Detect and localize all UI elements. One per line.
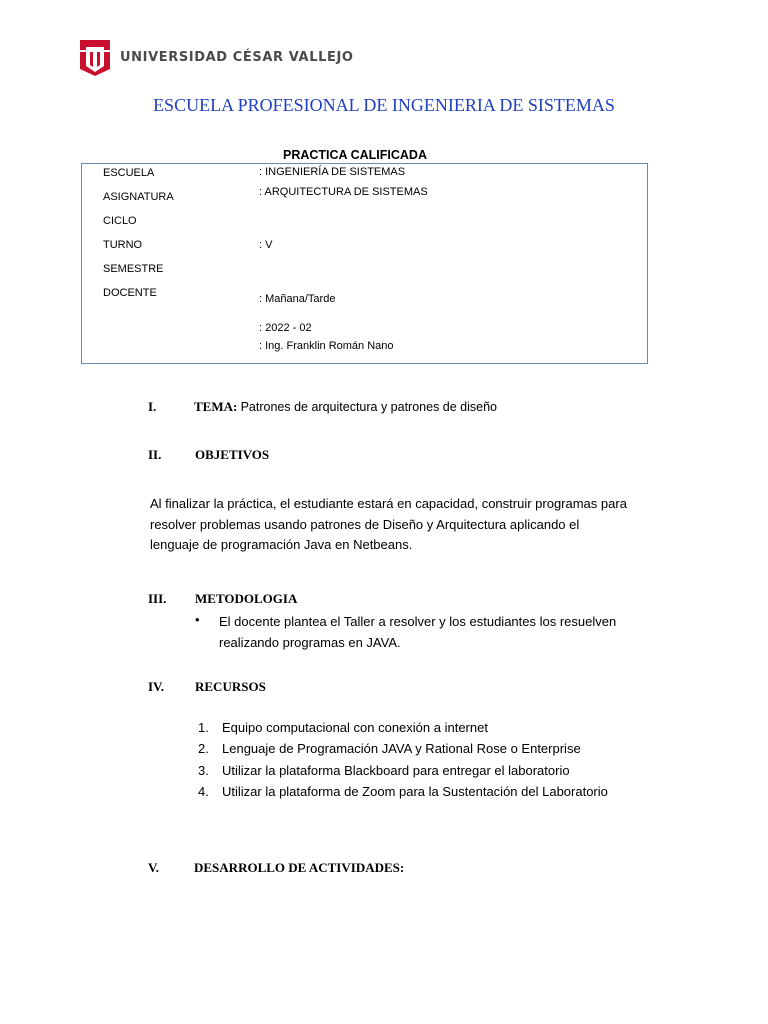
- info-value-escuela: : INGENIERÍA DE SISTEMAS: [259, 166, 406, 178]
- objetivos-paragraph: [150, 494, 660, 556]
- section-number-desarrollo: V.: [148, 860, 159, 875]
- university-name: UNIVERSIDAD CÉSAR VALLEJO: [120, 50, 354, 65]
- objetivos-line-2: resolver problemas usando patrones de Diseño y Arquitectura aplicando el: [150, 516, 580, 532]
- section-title-tema: TEMA:: [194, 399, 238, 414]
- info-value-semestre: : 2022 - 02: [259, 322, 312, 334]
- recurso-number-4: 4.: [198, 784, 209, 799]
- section-title-metodologia: METODOLOGIA: [195, 591, 298, 606]
- info-value-turno: : Mañana/Tarde: [259, 293, 336, 305]
- school-title: ESCUELA PROFESIONAL DE INGENIERIA DE SISTEMAS: [153, 95, 615, 115]
- info-label-semestre: SEMESTRE: [103, 263, 164, 275]
- info-label-escuela: ESCUELA: [103, 167, 155, 179]
- metodologia-bullet-text: [219, 611, 660, 653]
- university-logo-icon: [80, 40, 110, 76]
- section-number-tema: I.: [148, 399, 157, 414]
- section-title-desarrollo: DESARROLLO DE ACTIVIDADES:: [194, 860, 405, 875]
- metodologia-bullet: •: [195, 612, 200, 627]
- practice-title: PRACTICA CALIFICADA: [283, 148, 427, 162]
- metodologia-line-2: realizando programas en JAVA.: [219, 635, 401, 650]
- section-tema-body: Patrones de arquitectura y patrones de diseño: [240, 400, 498, 414]
- objetivos-line-3: lenguaje de programación Java en Netbeans.: [150, 537, 413, 552]
- section-tema: [194, 399, 497, 415]
- info-label-asignatura: ASIGNATURA: [103, 191, 174, 203]
- section-number-metodologia: III.: [148, 591, 167, 606]
- info-value-ciclo: : V: [259, 239, 273, 251]
- info-label-docente: DOCENTE: [103, 287, 157, 299]
- info-value-asignatura: : ARQUITECTURA DE SISTEMAS: [259, 186, 428, 198]
- recurso-item-2: Lenguaje de Programación JAVA y Rational Rose o Enterprise: [222, 741, 581, 756]
- recurso-number-2: 2.: [198, 741, 209, 756]
- info-label-turno: TURNO: [103, 239, 143, 251]
- section-title-objetivos: OBJETIVOS: [195, 447, 270, 462]
- section-number-objetivos: II.: [148, 447, 162, 462]
- section-number-recursos: IV.: [148, 679, 165, 694]
- metodologia-line-1: El docente plantea el Taller a resolver y los estudiantes los resuelven: [219, 614, 617, 629]
- recurso-item-1: Equipo computacional con conexión a internet: [222, 720, 488, 735]
- recurso-item-4: Utilizar la plataforma de Zoom para la Sustentación del Laboratorio: [222, 784, 608, 799]
- recurso-number-1: 1.: [198, 720, 209, 735]
- section-title-recursos: RECURSOS: [195, 679, 266, 694]
- objetivos-line-1: Al finalizar la práctica, el estudiante estará en capacidad, construir programas para: [150, 496, 627, 511]
- info-label-ciclo: CICLO: [103, 215, 137, 227]
- recurso-number-3: 3.: [198, 763, 209, 778]
- info-value-docente: : Ing. Franklin Román Nano: [259, 340, 394, 352]
- recurso-item-3: Utilizar la plataforma Blackboard para entregar el laboratorio: [222, 763, 570, 778]
